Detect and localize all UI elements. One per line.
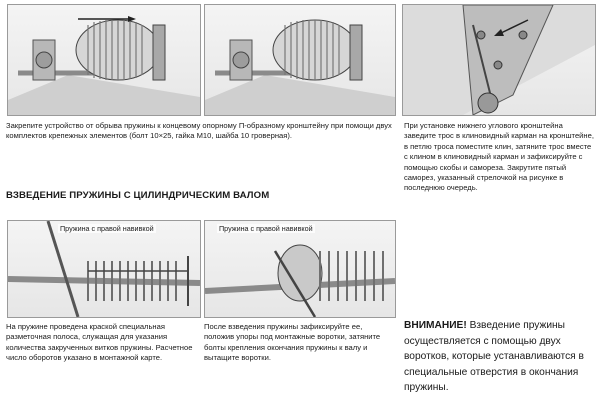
figure-spring-fixation bbox=[204, 220, 396, 318]
warning-text: Взведение пружины осуществляется с помощью двух воротков, которые устанавливаются в специальные отверстия в окончания пружины. bbox=[404, 320, 584, 393]
caption-corner-bracket: При установке нижнего углового кронштейна заведите трос в клиновидный карман на кронштейне, в петлю троса поместите клин, затяните трос вместе с клином в клиновидный карман и зафиксируйте с помощью скобы и самореза. Закрутите пятый саморез, указанный стрелочкой на рисунке в последнюю очередь. bbox=[404, 121, 594, 193]
spring-type-label: Пружина с правой навивкой bbox=[60, 224, 154, 233]
spring-marking-illustration bbox=[8, 221, 200, 317]
warning-note bbox=[404, 318, 594, 396]
section-heading: ВЗВЕДЕНИЕ ПРУЖИНЫ С ЦИЛИНДРИЧЕСКИМ ВАЛОМ bbox=[6, 190, 270, 201]
spring-type-label: Пружина с правой навивкой bbox=[219, 224, 313, 233]
warning-title: ВНИМАНИЕ! bbox=[404, 320, 467, 331]
spring-device-illustration-2 bbox=[205, 5, 395, 115]
figure-spring-marking bbox=[7, 220, 201, 318]
caption-spring-fixation: После взведения пружины зафиксируйте ее, положив упоры под монтажные воротки, затяните болты крепления окончания пружины к валу и вытащите воротки. bbox=[204, 322, 381, 363]
figure-spring-device-2 bbox=[204, 4, 396, 116]
corner-bracket-illustration bbox=[403, 5, 595, 115]
spring-device-illustration bbox=[8, 5, 200, 115]
caption-spring-device: Закрепите устройство от обрыва пружины к концевому опорному П-образному кронштейну при помощи двух комплектов крепежных элементов (болт 10×25, гайка М10, шайба 10 гроверная). bbox=[6, 121, 392, 141]
caption-spring-marking: На пружине проведена краской специальная разметочная полоса, служащая для указания количества закрученных витков пружины. Расчетное число оборотов указано в монтажной карте. bbox=[6, 322, 193, 363]
figure-spring-device-1 bbox=[7, 4, 201, 116]
figure-corner-bracket bbox=[402, 4, 596, 116]
spring-fixation-illustration bbox=[205, 221, 395, 317]
